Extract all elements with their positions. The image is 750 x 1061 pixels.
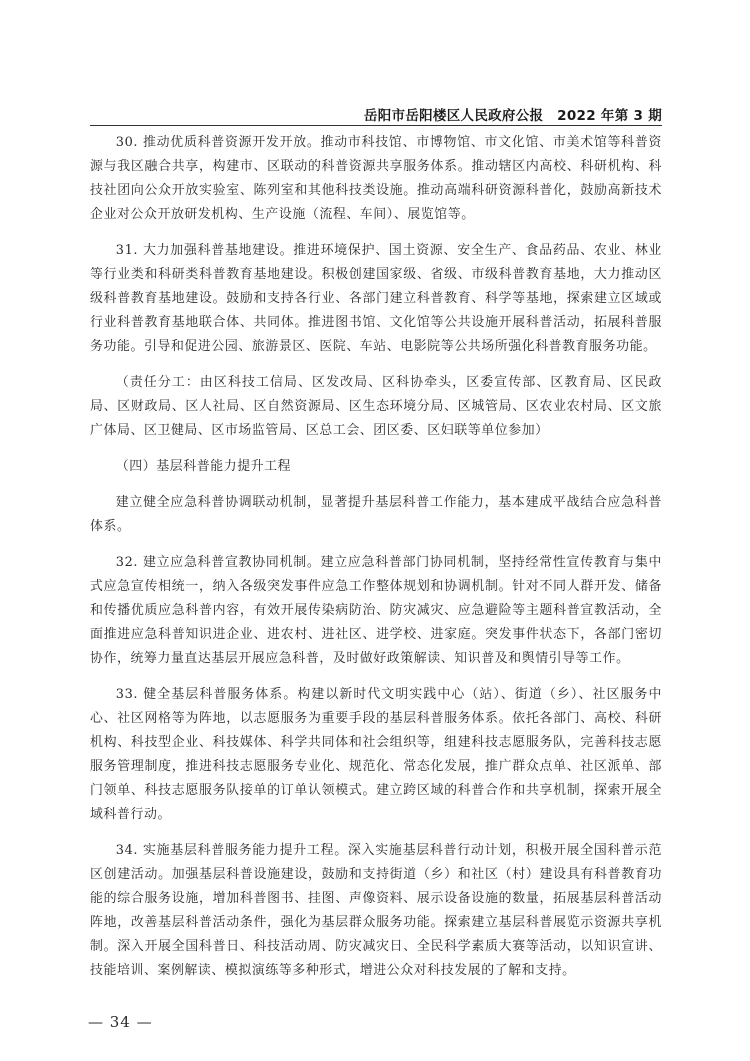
paragraph-responsibility: （责任分工：由区科技工信局、区发改局、区科协牵头，区委宣传部、区教育局、区民政局、区财政局、区人社局、区自然资源局、区生态环境分局、区城管局、区农业农村局、区文旅广体局、区卫健局、区市场监管局、区总工会、团区委、区妇联等单位参加） <box>90 375 662 438</box>
paragraph-section-intro: 建立健全应急科普协调联动机制，显著提升基层科普工作能力，基本建成平战结合应急科普体系。 <box>90 495 662 534</box>
paragraph-item-30: 30. 推动优质科普资源开发开放。推动市科技馆、市博物馆、市文化馆、市美术馆等科普资源与我区融合共享，构建市、区联动的科普资源共享服务体系。推动辖区内高校、科研机构、科技社团向公众开放实验室、陈列室和其他科技类设施。推动高端科研资源科普化，鼓励高新技术企业对公众开放研发机构、生产设施（流程、车间）、展览馆等。 <box>90 135 662 222</box>
header-rule <box>90 125 662 126</box>
paragraph-item-33: 33. 健全基层科普服务体系。构建以新时代文明实践中心（站）、街道（乡）、社区服务中心、社区网格等为阵地，以志愿服务为重要手段的基层科普服务体系。依托各部门、高校、科研机构、科技型企业、科技媒体、科学共同体和社会组织等，组建科技志愿服务队，完善科技志愿服务管理制度，推进科技志愿服务专业化、规范化、常态化发展，推广群众点单、社区派单、部门领单、科技志愿服务队接单的订单认领模式。建立跨区域的科普合作和共享机制，探索开展全域科普行动。 <box>90 687 662 822</box>
paragraph-item-31: 31. 大力加强科普基地建设。推进环境保护、国土资源、安全生产、食品药品、农业、林业等行业类和科研类科普教育基地建设。积极创建国家级、省级、市级科普教育基地，大力推动区级科普教育基地建设。鼓励和支持各行业、各部门建立科普教育、科学等基地，探索建立区域或行业科普教育基地联合体、共同体。推进图书馆、文化馆等公共设施开展科普活动，拓展科普服务功能。引导和促进公园、旅游景区、医院、车站、电影院等公共场所强化科普教育服务功能。 <box>90 243 662 354</box>
page-number: — 34 — <box>88 1013 153 1031</box>
document-body <box>90 131 662 995</box>
gazette-header: 岳阳市岳阳楼区人民政府公报 2022 年第 3 期 <box>363 108 662 124</box>
paragraph-item-32: 32. 建立应急科普宣教协同机制。建立应急科普部门协同机制，坚持经常性宣传教育与集中式应急宣传相统一，纳入各级突发事件应急工作整体规划和协调机制。针对不同人群开发、储备和传播优质应急科普内容，有效开展传染病防治、防灾减灾、应急避险等主题科普宣教活动，全面推进应急科普知识进企业、进农村、进社区、进学校、进家庭。突发事件状态下，各部门密切协作，统筹力量直达基层开展应急科普，及时做好政策解读、知识普及和舆情引导等工作。 <box>90 555 662 666</box>
paragraph-item-34: 34. 实施基层科普服务能力提升工程。深入实施基层科普行动计划，积极开展全国科普示范区创建活动。加强基层科普设施建设，鼓励和支持街道（乡）和社区（村）建设具有科普教育功能的综合服务设施，增加科普图书、挂图、声像资料、展示设备设施的数量，拓展基层科普活动阵地，改善基层科普活动条件，强化为基层群众服务功能。探索建立基层科普展览示资源共享机制。深入开展全国科普日、科技活动周、防灾减灾日、全民科学素质大赛等活动，以知识宣讲、技能培训、案例解读、模拟演练等多种形式，增进公众对科技发展的了解和支持。 <box>90 843 662 978</box>
section-heading: （四）基层科普能力提升工程 <box>115 459 292 474</box>
